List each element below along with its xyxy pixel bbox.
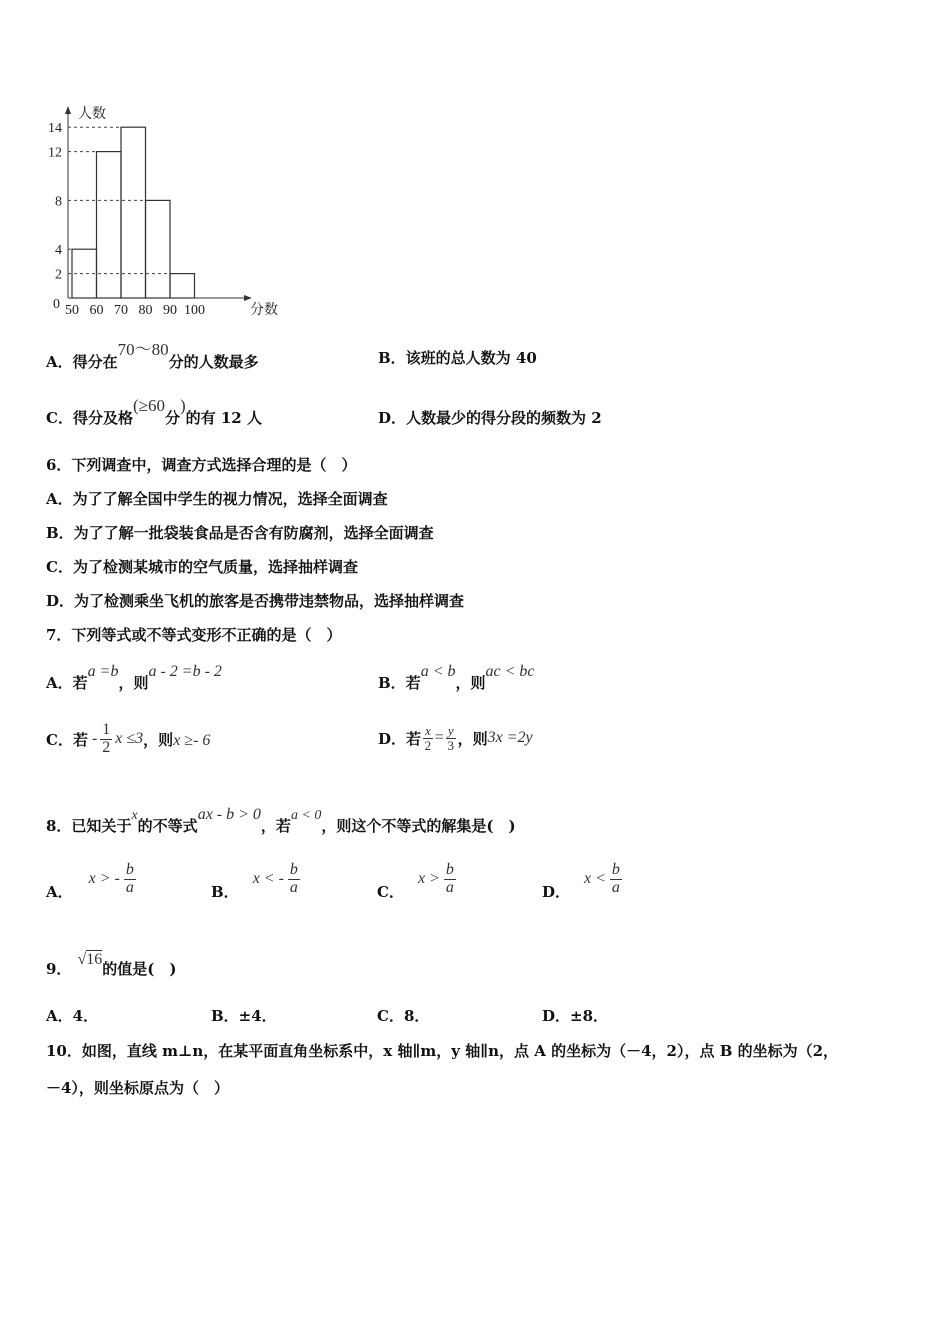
q8-b-num: b xyxy=(289,861,298,878)
q7-option-b xyxy=(378,663,535,693)
q7-b-res: ac < bc xyxy=(485,663,535,680)
q8-b-label: B． xyxy=(211,882,239,901)
q7-c-den: 2 xyxy=(102,738,111,756)
q8-c-label: C． xyxy=(377,882,404,901)
q5-a-math: 70～80 xyxy=(117,340,169,359)
histogram-chart xyxy=(40,100,300,325)
q7-d-n2: y xyxy=(447,723,454,738)
q7-option-c xyxy=(46,722,210,757)
q5-option-c xyxy=(46,396,262,428)
q8-b-den: a xyxy=(289,878,298,896)
q6-option-a: A．为了了解全国中学生的视力情况，选择全面调查 xyxy=(46,490,388,508)
q8-option-b xyxy=(211,861,300,901)
q7-a-then: ，则 xyxy=(118,674,149,692)
x-tick-label: 50 xyxy=(65,303,79,318)
q5-c-end: 的有 12 人 xyxy=(185,409,262,427)
y-tick-label: 8 xyxy=(55,194,62,210)
q8-stem-ineq: ax - b > 0 xyxy=(197,806,261,823)
x-tick-label: 70 xyxy=(114,303,128,318)
q7-c-tail: x ≤3 xyxy=(115,730,144,748)
q8-stem xyxy=(46,806,516,836)
q8-d-lhs: x < xyxy=(584,870,606,888)
y-tick-label: 12 xyxy=(48,145,62,161)
x-tick-label: 60 xyxy=(89,303,104,318)
q7-c-res: x ≥- 6 xyxy=(173,732,211,750)
x-axis-arrow xyxy=(244,295,252,301)
q8-stem-suffix: ，则这个不等式的解集是( ) xyxy=(321,817,516,835)
q8-b-lhs: x < - xyxy=(252,870,284,888)
q8-c-den: a xyxy=(445,878,454,896)
q7-c-neg: - xyxy=(91,730,98,748)
q5-option-b: B．该班的总人数为 40 xyxy=(378,349,537,367)
q5-a-prefix: A．得分在 xyxy=(46,353,118,371)
q7-b-cond: a < b xyxy=(420,663,456,680)
x-axis-label: 分数 xyxy=(250,302,278,318)
q8-stem-cond: a < 0 xyxy=(290,808,322,823)
q5-c-suffix: 分 xyxy=(164,409,180,427)
q7-d-frac1 xyxy=(423,724,433,752)
q8-c-num: b xyxy=(445,861,454,878)
q6-stem: 6．下列调查中，调查方式选择合理的是（ ） xyxy=(46,456,357,474)
q7-b-label: B．若 xyxy=(378,674,421,692)
q8-stem-mid2: ，若 xyxy=(260,817,291,835)
q9-option-b: B．±4． xyxy=(211,1007,277,1025)
q8-a-num: b xyxy=(125,861,134,878)
q7-d-res: 3x =2y xyxy=(487,729,533,747)
q5-c-math: (≥60 xyxy=(132,396,165,415)
q8-a-label: A． xyxy=(46,882,73,901)
y-axis-label: 人数 xyxy=(78,106,106,122)
q8-d-label: D． xyxy=(542,882,571,901)
q7-d-then: ，则 xyxy=(457,729,488,748)
x-tick-label: 90 xyxy=(163,303,177,318)
q5-option-a xyxy=(46,340,259,372)
q7-stem: 7．下列等式或不等式变形不正确的是（ ） xyxy=(46,626,342,644)
q7-d-n1: x xyxy=(425,723,431,738)
q8-stem-mid: 的不等式 xyxy=(137,817,198,835)
histogram-bar xyxy=(146,200,171,298)
q9-sqrt: √16 xyxy=(77,951,103,968)
q10-stem-line2: －4），则坐标原点为（ ） xyxy=(46,1079,229,1097)
y-tick-label: 14 xyxy=(48,121,62,137)
q7-a-label: A．若 xyxy=(46,674,88,692)
q6-option-c: C．为了检测某城市的空气质量，选择抽样调查 xyxy=(46,558,358,576)
q7-d-label: D．若 xyxy=(378,729,422,748)
q9-suffix: 的值是( ) xyxy=(102,960,177,978)
q8-a-fraction xyxy=(124,862,136,897)
q8-option-c xyxy=(377,861,456,901)
q8-option-a xyxy=(46,861,136,901)
q7-c-then: ，则 xyxy=(143,730,174,749)
q5-a-suffix: 分的人数最多 xyxy=(168,353,259,371)
q5-c-paren: ) xyxy=(179,396,186,415)
q8-a-lhs: x > - xyxy=(88,870,120,888)
q5-c-prefix: C．得分及格 xyxy=(46,409,133,427)
histogram-bar xyxy=(97,152,122,298)
q7-d-eq: = xyxy=(434,729,444,747)
q5-option-d: D．人数最少的得分段的频数为 2 xyxy=(378,409,602,427)
histogram-bar xyxy=(121,127,146,298)
y-tick-label: 4 xyxy=(55,243,62,259)
origin-label: 0 xyxy=(53,297,60,312)
q9-label: 9． xyxy=(46,960,72,978)
q7-c-num: 1 xyxy=(102,721,111,738)
histogram-bar xyxy=(170,274,195,298)
q7-b-then: ，则 xyxy=(455,674,486,692)
q7-d-d2: 3 xyxy=(447,737,454,753)
q8-d-num: b xyxy=(611,861,620,878)
q9-stem xyxy=(46,951,177,979)
q9-radicand: 16 xyxy=(86,951,103,968)
q7-option-d xyxy=(378,724,533,752)
q7-a-cond: a =b xyxy=(87,663,119,680)
y-tick-label: 2 xyxy=(55,267,62,283)
q8-c-fraction xyxy=(444,862,456,897)
q8-stem-prefix: 8．已知关于 xyxy=(46,817,132,835)
q6-option-d: D．为了检测乘坐飞机的旅客是否携带违禁物品，选择抽样调查 xyxy=(46,592,465,610)
y-axis-arrow xyxy=(65,106,71,114)
q7-c-label: C．若 xyxy=(46,730,88,749)
q7-a-res: a - 2 =b - 2 xyxy=(148,663,222,680)
q8-option-d xyxy=(542,861,622,901)
q8-stem-var: x xyxy=(131,808,138,823)
q8-c-lhs: x > xyxy=(417,870,440,888)
q9-option-a: A．4． xyxy=(46,1007,99,1025)
q7-c-fraction xyxy=(100,722,112,757)
q8-d-fraction xyxy=(610,862,622,897)
q7-d-frac2 xyxy=(446,724,456,752)
q10-stem-line1: 10．如图，直线 m⊥n，在某平面直角坐标系中，x 轴∥m，y 轴∥n，点 A 的坐标为（－4，2），点 B 的坐标为（2， xyxy=(46,1042,839,1060)
q8-b-fraction xyxy=(288,862,300,897)
q9-option-c: C．8． xyxy=(377,1007,430,1025)
q7-d-d1: 2 xyxy=(424,737,432,753)
q8-a-den: a xyxy=(125,878,134,896)
x-tick-label: 100 xyxy=(184,303,205,318)
q9-option-d: D．±8． xyxy=(542,1007,609,1025)
x-tick-label: 80 xyxy=(138,303,153,318)
q6-option-b: B．为了了解一批袋装食品是否含有防腐剂，选择全面调查 xyxy=(46,524,434,542)
q8-d-den: a xyxy=(611,878,620,896)
q7-option-a xyxy=(46,663,222,693)
